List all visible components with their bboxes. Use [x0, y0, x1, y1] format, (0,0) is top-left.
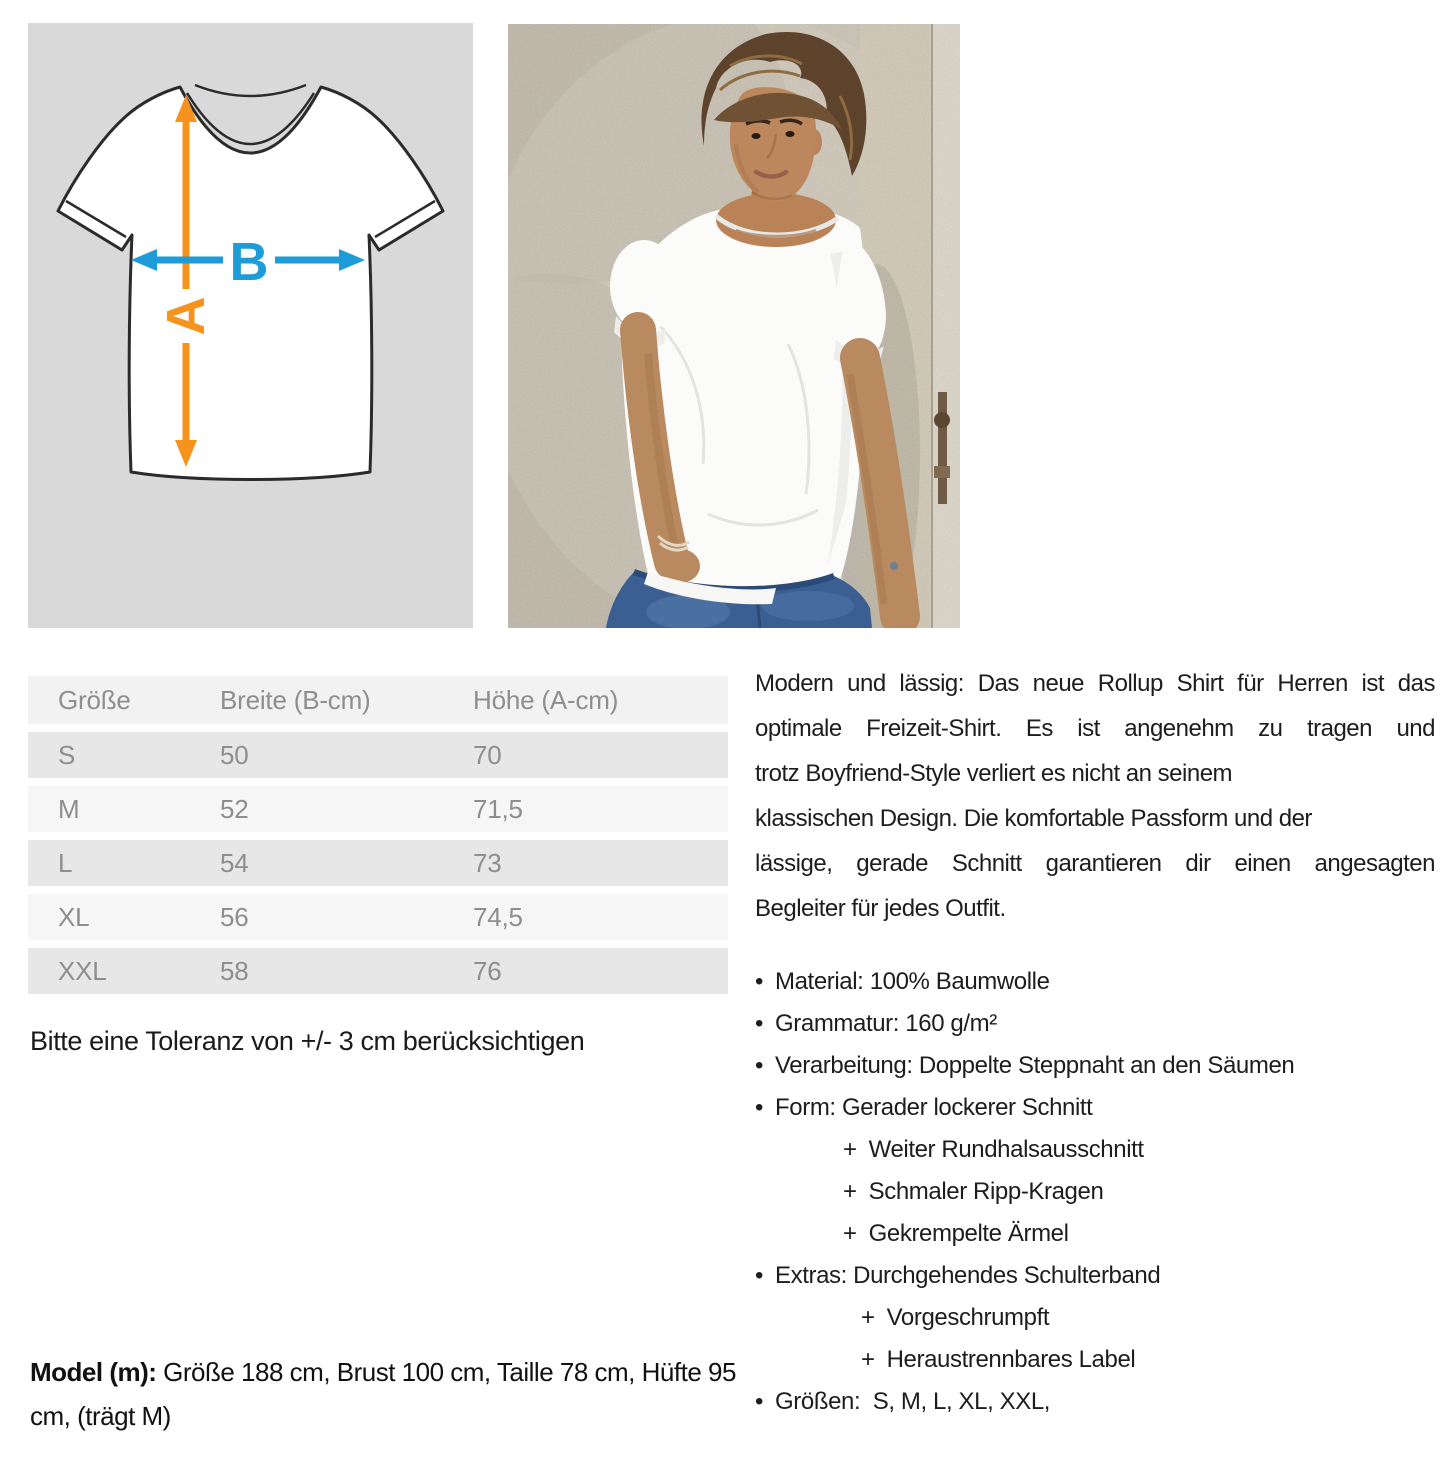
feature-text: Gekrempelte Ärmel	[868, 1220, 1069, 1247]
plus-sign: +	[843, 1136, 857, 1163]
feature-text: Form: Gerader lockerer Schnitt	[775, 1094, 1093, 1121]
product-description	[755, 661, 1435, 931]
tshirt-measure-illustration	[28, 23, 473, 628]
model-photo-illustration	[508, 24, 960, 628]
cell-groesse: XL	[58, 901, 90, 932]
bullet: •	[755, 1052, 764, 1079]
right-eye	[752, 133, 761, 139]
feature-text: Weiter Rundhalsausschnitt	[868, 1136, 1144, 1163]
description-line: trotz Boyfriend-Style verliert es nicht an seinem	[755, 760, 1233, 787]
feature-subitem	[861, 1297, 1435, 1339]
size-table-header	[28, 676, 728, 724]
model-note-text: Größe 188 cm, Brust 100 cm, Taille 78 cm, Hüfte 95 cm, (trägt M)	[30, 1357, 743, 1431]
cell-hoehe: 74,5	[473, 901, 523, 932]
left-eye	[786, 131, 795, 137]
cell-breite: 54	[220, 847, 249, 878]
feature-subitem	[843, 1129, 1435, 1171]
feature-item	[755, 1087, 1435, 1129]
bullet: •	[755, 1388, 764, 1415]
feature-subitem	[843, 1213, 1435, 1255]
feature-text: Größen: S, M, L, XL, XXL,	[775, 1388, 1051, 1415]
feature-text: Heraustrennbares Label	[886, 1346, 1136, 1373]
table-row	[28, 786, 728, 832]
description-line: optimale Freizeit-Shirt. Es ist angenehm zu tragen und	[755, 715, 1435, 742]
feature-text: Extras: Durchgehendes Schulterband	[775, 1262, 1161, 1289]
table-row	[28, 840, 728, 886]
cell-groesse: S	[58, 739, 76, 770]
product-description-column	[755, 661, 1435, 1423]
feature-text: Verarbeitung: Doppelte Steppnaht an den Säumen	[775, 1052, 1295, 1079]
description-line: klassischen Design. Die komfortable Passform und der	[755, 805, 1312, 832]
cell-groesse: XXL	[58, 955, 107, 986]
col-header-breite: Breite (B-cm)	[220, 684, 371, 715]
cell-breite: 52	[220, 793, 249, 824]
col-header-hoehe: Höhe (A-cm)	[473, 684, 619, 715]
cell-groesse: L	[58, 847, 73, 878]
feature-item	[755, 1003, 1435, 1045]
cell-hoehe: 73	[473, 847, 502, 878]
feature-text: Schmaler Ripp-Kragen	[868, 1178, 1104, 1205]
table-row	[28, 948, 728, 994]
cell-breite: 58	[220, 955, 249, 986]
plus-sign: +	[843, 1220, 857, 1247]
plus-sign: +	[843, 1178, 857, 1205]
collar-back-line	[195, 85, 306, 96]
plus-sign: +	[861, 1304, 875, 1331]
plus-sign: +	[861, 1346, 875, 1373]
size-diagram	[28, 23, 473, 628]
feature-text: Material: 100% Baumwolle	[775, 968, 1050, 995]
bullet: •	[755, 968, 764, 995]
bullet: •	[755, 1094, 764, 1121]
description-line: Modern und lässig: Das neue Rollup Shirt für Herren ist das	[755, 670, 1435, 697]
feature-text: Grammatur: 160 g/m²	[775, 1010, 997, 1037]
description-line: lässige, gerade Schnitt garantieren dir einen angesagten	[755, 850, 1435, 877]
table-row	[28, 894, 728, 940]
cell-groesse: M	[58, 793, 80, 824]
description-line: Begleiter für jedes Outfit.	[755, 895, 1006, 922]
table-row	[28, 732, 728, 778]
cell-hoehe: 70	[473, 739, 502, 770]
model-measurements-note	[30, 1350, 742, 1438]
wrist-tattoo	[890, 562, 898, 570]
col-header-groesse: Größe	[58, 684, 131, 715]
feature-subitem	[861, 1339, 1435, 1381]
measure-label-b: B	[229, 232, 269, 292]
model-note-label: Model (m):	[30, 1357, 157, 1387]
bullet: •	[755, 1010, 764, 1037]
cell-hoehe: 71,5	[473, 793, 523, 824]
feature-list	[755, 961, 1435, 1423]
size-table	[28, 676, 728, 1002]
feature-item	[755, 1255, 1435, 1297]
tolerance-note: Bitte eine Toleranz von +/- 3 cm berücksichtigen	[30, 1026, 585, 1056]
measure-label-a: A	[156, 296, 216, 336]
cell-breite: 56	[220, 901, 249, 932]
product-photo	[508, 24, 960, 628]
feature-subitem	[843, 1171, 1435, 1213]
cell-hoehe: 76	[473, 955, 502, 986]
feature-item	[755, 961, 1435, 1003]
feature-text: Vorgeschrumpft	[886, 1304, 1050, 1331]
cell-breite: 50	[220, 739, 249, 770]
bullet: •	[755, 1262, 764, 1289]
feature-item	[755, 1045, 1435, 1087]
feature-item	[755, 1381, 1435, 1423]
